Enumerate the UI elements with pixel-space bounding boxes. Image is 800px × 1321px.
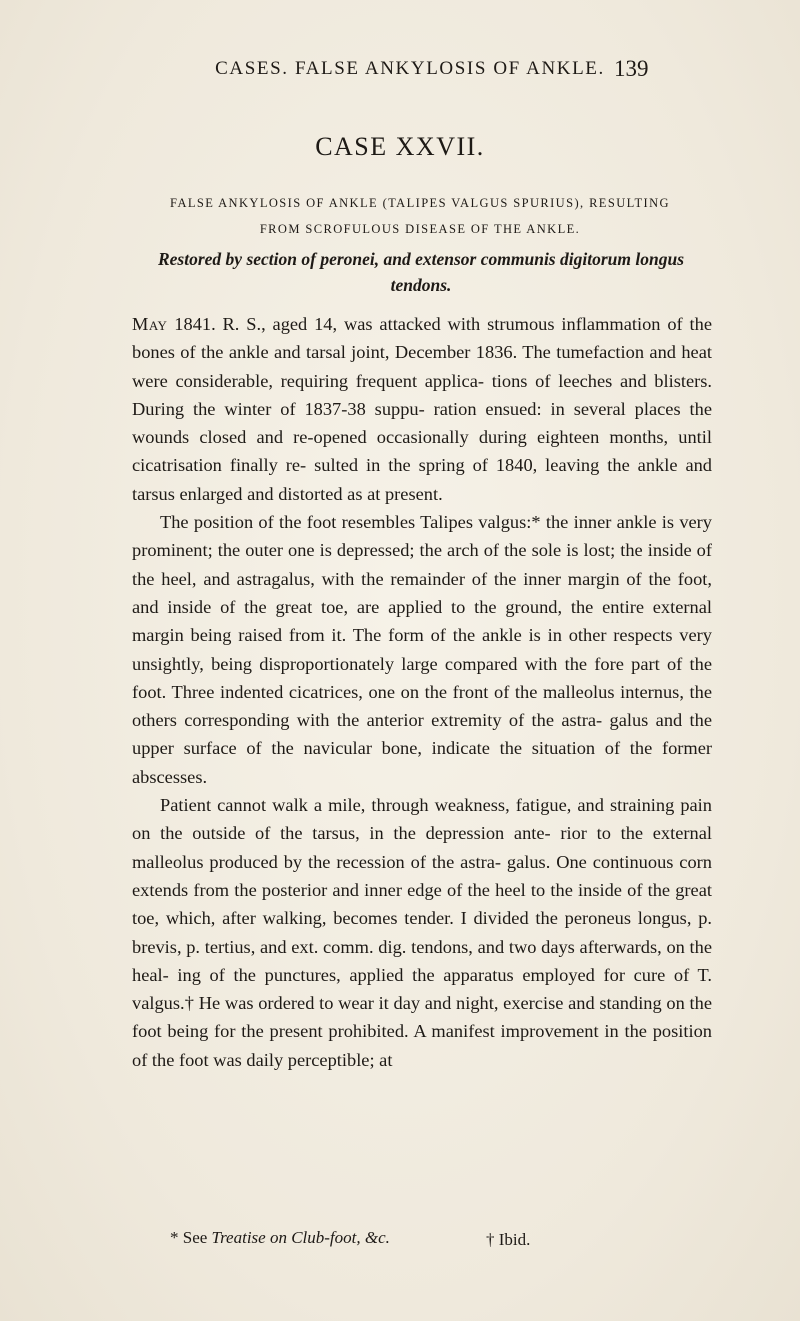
paragraph-text: Patient cannot walk a mile, through weakness, fatigue, and straining pain on the outside of the tarsus, in the depression ante- rior to the external malleolus produced by the recession of the astra- galus. One continuous corn extends from the posterior and inner edge of the heel to the inside of the great toe, which, after walking, becomes tender. I divided the peroneus longus, p. brevis, p. tertius, and ext. comm. dig. tendons, and two days afterwards, on the heal- ing of the punctures, applied the apparatus employed for cure of T. valgus.† He was ordered to wear it day and night, exercise and standing on the foot being for the present prohibited. A manifest improvement in the position of the foot was daily perceptible; at (132, 795, 712, 1070)
subtitle-line-1: FALSE ANKYLOSIS OF ANKLE (TALIPES VALGUS SPURIUS), RESULTING (170, 196, 670, 210)
procedure-heading-line-1: Restored by section of peronei, and extensor communis digitorum longus (157, 249, 685, 269)
footnote-asterisk (170, 1228, 390, 1248)
running-head-text: CASES. FALSE ANKYLOSIS OF ANKLE. (215, 58, 605, 79)
paragraph-1 (132, 310, 712, 508)
page-number: 139 (614, 56, 649, 81)
case-title: CASE XXVII. (315, 132, 485, 161)
running-head (130, 58, 690, 80)
paragraph-text: 1841. R. S., aged 14, was attacked with strumous inflammation of the bones of the ankle and tarsal joint, December 1836. The tumefaction and heat were considerable, requiring frequent applica- tions of leeches and blisters. During the winter of 1837-38 suppu- ration ensued: in several places the wounds closed and re-opened occasionally during eighteen months, until cicatrisation finally re- sulted in the spring of 1840, leaving the ankle and tarsus enlarged and distorted as at present. (132, 314, 712, 504)
body-text (132, 310, 712, 1074)
footnote-title: Treatise on Club-foot, &c. (211, 1228, 390, 1247)
footnote-dagger: † Ibid. (486, 1230, 531, 1249)
footnote-prefix: * See (170, 1228, 212, 1247)
paragraph-2 (132, 508, 712, 791)
subtitle-line-2: FROM SCROFULOUS DISEASE OF THE ANKLE. (259, 222, 581, 236)
procedure-heading (138, 246, 704, 298)
paragraph-text: The position of the foot resembles Talipes valgus:* the inner ankle is very prominent; the outer one is depressed; the arch of the sole is lost; the inside of the heel, and astragalus, with the remainder of the inner margin of the foot, and inside of the great toe, are applied to the ground, the entire external margin being raised from it. The form of the ankle is in other respects very unsightly, being disproportionately large compared with the fore part of the foot. Three indented cicatrices, one on the front of the malleolus internus, the others corresponding with the anterior extremity of the astra- galus and the upper surface of the navicular bone, indicate the situation of the former abscesses. (132, 512, 712, 787)
procedure-heading-line-2: tendons. (390, 275, 452, 295)
case-subtitle (140, 190, 700, 242)
paragraph-lead-word: May (132, 314, 168, 334)
paragraph-3 (132, 791, 712, 1074)
